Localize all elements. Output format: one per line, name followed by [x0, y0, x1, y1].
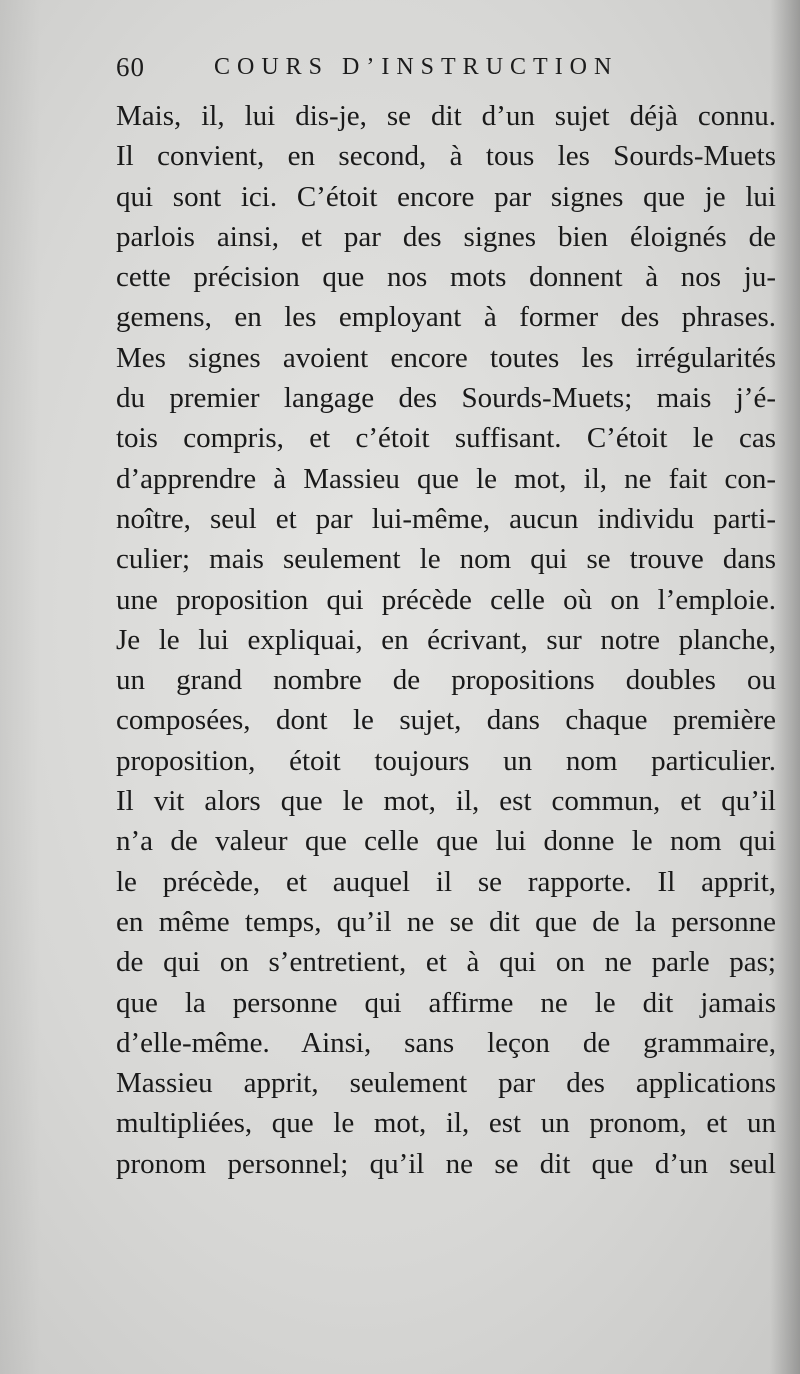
- text-line: Il vit alors que le mot, il, est commun, et qu’il: [116, 785, 776, 818]
- text-line: du premier langage des Sourds-Muets; mais j’é-: [116, 382, 776, 415]
- body-text: [116, 96, 776, 1184]
- page-header: [116, 48, 776, 88]
- text-line: pronom personnel; qu’il ne se dit que d’un seul: [116, 1147, 776, 1180]
- running-title: COURS D’INSTRUCTION: [214, 54, 619, 80]
- text-line: d’apprendre à Massieu que le mot, il, ne fait con-: [116, 462, 776, 495]
- text-line: le précède, et auquel il se rapporte. Il apprit,: [116, 865, 776, 898]
- text-line: culier; mais seulement le nom qui se trouve dans: [116, 543, 776, 576]
- page-number: 60: [116, 52, 145, 82]
- text-line: qui sont ici. C’étoit encore par signes que je lui: [116, 180, 776, 213]
- text-line: noître, seul et par lui-même, aucun individu parti-: [116, 502, 776, 535]
- text-line: en même temps, qu’il ne se dit que de la personne: [116, 905, 776, 938]
- text-line: Il convient, en second, à tous les Sourds-Muets: [116, 140, 776, 173]
- text-line: que la personne qui affirme ne le dit jamais: [116, 986, 776, 1019]
- text-line: proposition, étoit toujours un nom particulier.: [116, 744, 776, 777]
- text-line: multipliées, que le mot, il, est un pronom, et un: [116, 1107, 776, 1140]
- text-line: une proposition qui précède celle où on l’emploie.: [116, 583, 776, 616]
- text-line: Je le lui expliquai, en écrivant, sur notre planche,: [116, 623, 776, 656]
- text-line: Mais, il, lui dis-je, se dit d’un sujet déjà connu.: [116, 100, 776, 132]
- text-line: d’elle-même. Ainsi, sans leçon de grammaire,: [116, 1026, 776, 1059]
- text-line: tois compris, et c’étoit suffisant. C’étoit le cas: [116, 422, 776, 455]
- text-line: composées, dont le sujet, dans chaque première: [116, 704, 776, 737]
- text-line: cette précision que nos mots donnent à nos ju-: [116, 261, 776, 294]
- text-line: Massieu apprit, seulement par des applications: [116, 1067, 776, 1100]
- text-line: gemens, en les employant à former des phrases.: [116, 301, 776, 334]
- text-line: Mes signes avoient encore toutes les irrégularités: [116, 341, 776, 374]
- text-line: un grand nombre de propositions doubles ou: [116, 664, 776, 697]
- text-line: parlois ainsi, et par des signes bien éloignés de: [116, 220, 776, 253]
- text-line: n’a de valeur que celle que lui donne le nom qui: [116, 825, 776, 858]
- text-line: de qui on s’entretient, et à qui on ne parle pas;: [116, 946, 776, 979]
